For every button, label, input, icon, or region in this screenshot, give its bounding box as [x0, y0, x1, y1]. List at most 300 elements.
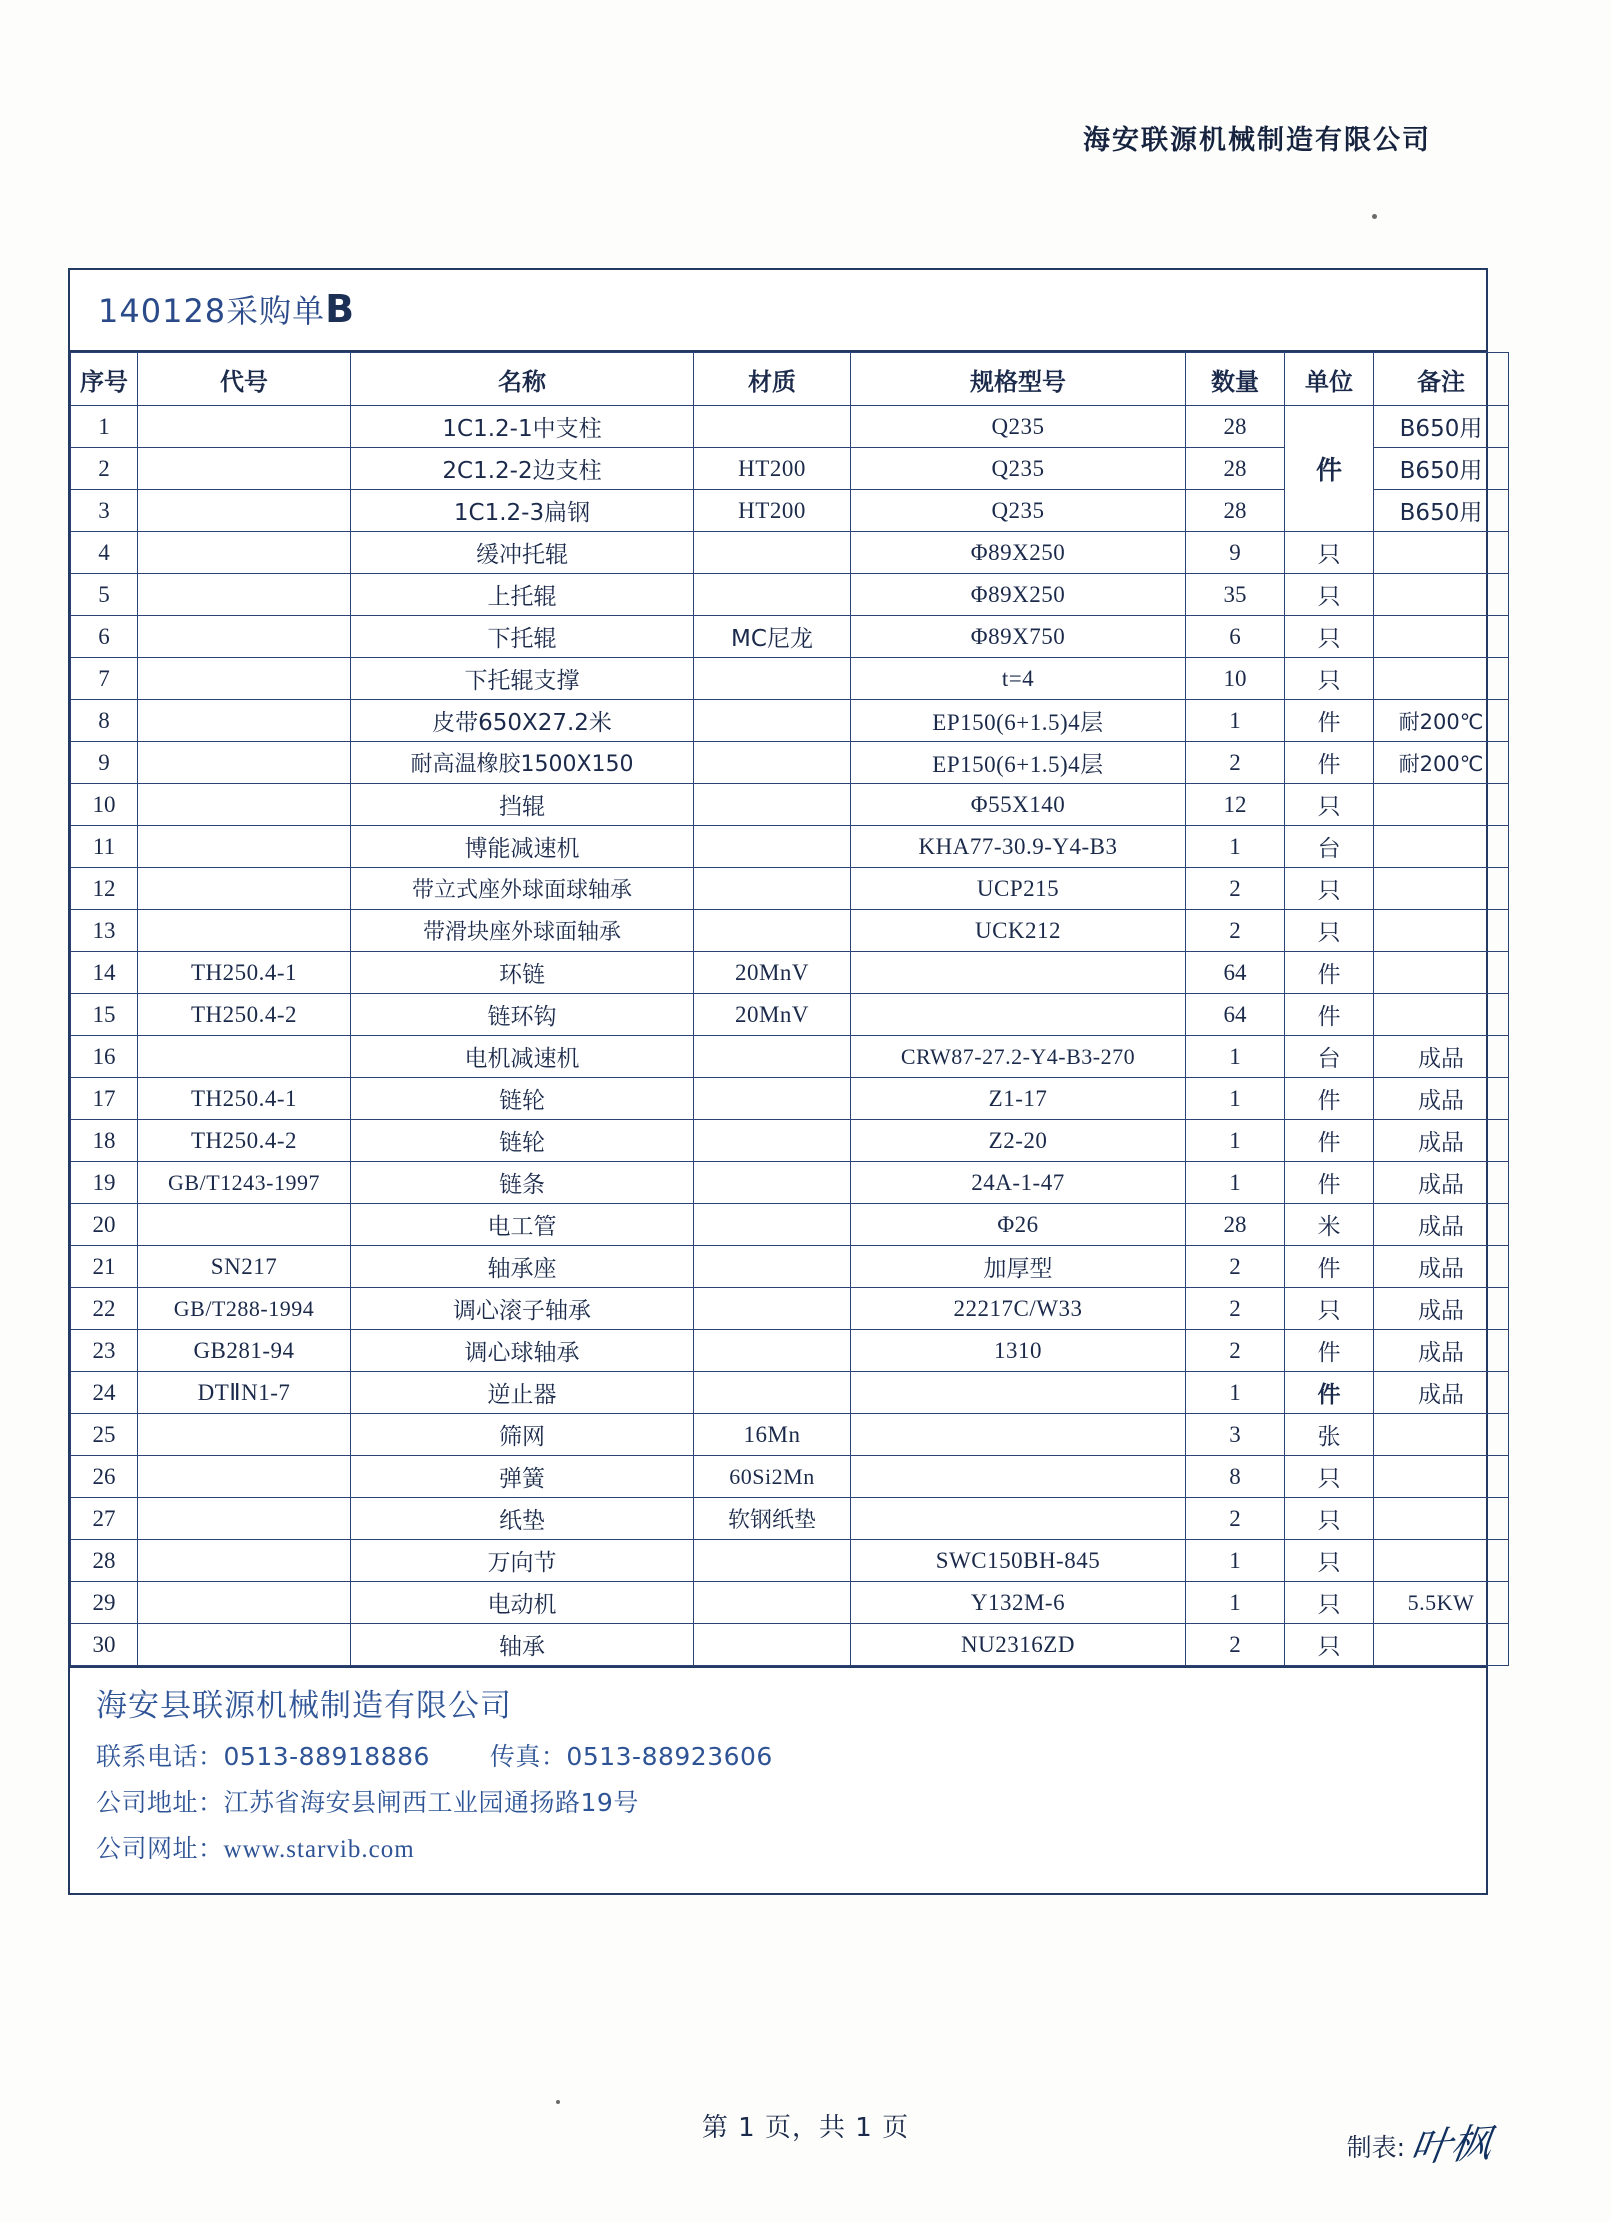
table-row: [71, 1498, 1509, 1540]
cell-unit: 件: [1285, 1330, 1374, 1372]
table-header-row: [71, 353, 1509, 406]
cell-code: [138, 448, 351, 490]
cell-no: 2: [71, 448, 138, 490]
cell-unit: 只: [1285, 1498, 1374, 1540]
cell-qty: 2: [1186, 1624, 1285, 1666]
cell-name: 万向节: [351, 1540, 694, 1582]
column-header-name: 名称: [351, 353, 694, 406]
cell-name: 纸垫: [351, 1498, 694, 1540]
cell-name: 挡辊: [351, 784, 694, 826]
cell-spec: SWC150BH-845: [851, 1540, 1186, 1582]
cell-note: 成品: [1374, 1330, 1509, 1372]
cell-spec: Q235: [851, 448, 1186, 490]
cell-qty: 2: [1186, 1498, 1285, 1540]
table-row: [71, 952, 1509, 994]
cell-qty: 10: [1186, 658, 1285, 700]
cell-note: 耐200℃: [1374, 700, 1509, 742]
table-row: [71, 1414, 1509, 1456]
cell-name: 轴承座: [351, 1246, 694, 1288]
cell-material: [694, 574, 851, 616]
cell-qty: 1: [1186, 1582, 1285, 1624]
cell-note: 成品: [1374, 1288, 1509, 1330]
cell-code: TH250.4-1: [138, 952, 351, 994]
cell-note: [1374, 1498, 1509, 1540]
cell-note: 成品: [1374, 1036, 1509, 1078]
cell-name: 下托辊: [351, 616, 694, 658]
cell-note: [1374, 1456, 1509, 1498]
cell-no: 17: [71, 1078, 138, 1120]
cell-code: [138, 1498, 351, 1540]
cell-no: 7: [71, 658, 138, 700]
cell-name: 链轮: [351, 1078, 694, 1120]
cell-qty: 3: [1186, 1414, 1285, 1456]
cell-material: [694, 1330, 851, 1372]
cell-unit: 件: [1285, 742, 1374, 784]
cell-qty: 1: [1186, 700, 1285, 742]
table-row: [71, 1624, 1509, 1666]
cell-name: 上托辊: [351, 574, 694, 616]
cell-material: [694, 1624, 851, 1666]
cell-note: [1374, 826, 1509, 868]
table-row: [71, 406, 1509, 448]
page-number: 第 1 页，共 1 页: [701, 2113, 910, 2143]
cell-qty: 2: [1186, 1330, 1285, 1372]
cell-no: 9: [71, 742, 138, 784]
cell-qty: 1: [1186, 1078, 1285, 1120]
cell-spec: Φ89X750: [851, 616, 1186, 658]
phone-value: 0513-88918886: [223, 1742, 430, 1771]
cell-material: HT200: [694, 448, 851, 490]
cell-unit: 只: [1285, 1624, 1374, 1666]
table-row: [71, 784, 1509, 826]
cell-material: [694, 1036, 851, 1078]
cell-note: [1374, 868, 1509, 910]
cell-no: 12: [71, 868, 138, 910]
cell-code: [138, 1456, 351, 1498]
cell-no: 21: [71, 1246, 138, 1288]
cell-material: [694, 784, 851, 826]
cell-unit: 件: [1285, 700, 1374, 742]
table-row: [71, 1078, 1509, 1120]
cell-no: 28: [71, 1540, 138, 1582]
cell-spec: NU2316ZD: [851, 1624, 1186, 1666]
cell-name: 电机减速机: [351, 1036, 694, 1078]
footer-contact-line: [96, 1737, 1486, 1773]
cell-name: 链条: [351, 1162, 694, 1204]
cell-qty: 64: [1186, 952, 1285, 994]
cell-qty: 12: [1186, 784, 1285, 826]
cell-code: [138, 1582, 351, 1624]
cell-name: 链轮: [351, 1120, 694, 1162]
cell-spec: Q235: [851, 490, 1186, 532]
cell-note: [1374, 784, 1509, 826]
cell-material: [694, 742, 851, 784]
cell-no: 18: [71, 1120, 138, 1162]
column-header-note: 备注: [1374, 353, 1509, 406]
table-row: [71, 994, 1509, 1036]
cell-unit: 件: [1285, 1078, 1374, 1120]
cell-name: 调心球轴承: [351, 1330, 694, 1372]
cell-no: 30: [71, 1624, 138, 1666]
cell-no: 3: [71, 490, 138, 532]
cell-code: DTⅡN1-7: [138, 1372, 351, 1414]
cell-no: 15: [71, 994, 138, 1036]
cell-spec: t=4: [851, 658, 1186, 700]
cell-unit: 件: [1285, 1246, 1374, 1288]
cell-no: 16: [71, 1036, 138, 1078]
table-row: [71, 910, 1509, 952]
fax-value: 0513-88923606: [566, 1742, 773, 1771]
cell-qty: 28: [1186, 448, 1285, 490]
cell-spec: Φ89X250: [851, 574, 1186, 616]
cell-spec: CRW87-27.2-Y4-B3-270: [851, 1036, 1186, 1078]
footer-company-name: 海安县联源机械制造有限公司: [96, 1688, 512, 1724]
cell-qty: 1: [1186, 1372, 1285, 1414]
cell-no: 4: [71, 532, 138, 574]
cell-material: [694, 1204, 851, 1246]
cell-material: [694, 1246, 851, 1288]
cell-material: [694, 910, 851, 952]
cell-spec: EP150(6+1.5)4层: [851, 742, 1186, 784]
table-row: [71, 700, 1509, 742]
cell-code: [138, 532, 351, 574]
column-header-qty: 数量: [1186, 353, 1285, 406]
cell-note: 成品: [1374, 1078, 1509, 1120]
cell-qty: 2: [1186, 910, 1285, 952]
cell-unit: 只: [1285, 1540, 1374, 1582]
cell-note: 成品: [1374, 1162, 1509, 1204]
cell-note: 5.5KW: [1374, 1582, 1509, 1624]
column-header-spec: 规格型号: [851, 353, 1186, 406]
cell-unit: 件: [1285, 1372, 1374, 1414]
cell-no: 1: [71, 406, 138, 448]
cell-note: B650用: [1374, 448, 1509, 490]
cell-unit: 台: [1285, 826, 1374, 868]
cell-name: 缓冲托辊: [351, 532, 694, 574]
cell-spec: [851, 952, 1186, 994]
table-row: [71, 1540, 1509, 1582]
cell-code: [138, 742, 351, 784]
cell-spec: Y132M-6: [851, 1582, 1186, 1624]
table-row: [71, 1288, 1509, 1330]
cell-note: 成品: [1374, 1120, 1509, 1162]
cell-spec: EP150(6+1.5)4层: [851, 700, 1186, 742]
cell-name: 1C1.2-3扁钢: [351, 490, 694, 532]
cell-unit: 只: [1285, 532, 1374, 574]
cell-material: [694, 1078, 851, 1120]
cell-spec: UCP215: [851, 868, 1186, 910]
cell-spec: Q235: [851, 406, 1186, 448]
cell-material: HT200: [694, 490, 851, 532]
footer-address-line: [96, 1783, 1486, 1819]
cell-qty: 2: [1186, 742, 1285, 784]
cell-no: 14: [71, 952, 138, 994]
cell-qty: 1: [1186, 826, 1285, 868]
cell-material: 60Si2Mn: [694, 1456, 851, 1498]
cell-code: TH250.4-1: [138, 1078, 351, 1120]
cell-code: [138, 616, 351, 658]
cell-unit: 只: [1285, 1456, 1374, 1498]
cell-material: [694, 1372, 851, 1414]
cell-code: [138, 406, 351, 448]
cell-code: [138, 1414, 351, 1456]
cell-spec: UCK212: [851, 910, 1186, 952]
cell-qty: 1: [1186, 1162, 1285, 1204]
cell-unit: 只: [1285, 910, 1374, 952]
cell-name: 弹簧: [351, 1456, 694, 1498]
cell-code: [138, 574, 351, 616]
cell-name: 下托辊支撑: [351, 658, 694, 700]
cell-code: [138, 784, 351, 826]
cell-unit: 只: [1285, 868, 1374, 910]
table-row: [71, 1330, 1509, 1372]
table-row: [71, 1036, 1509, 1078]
cell-note: 耐200℃: [1374, 742, 1509, 784]
scan-artifact-dot-3: [556, 2100, 560, 2104]
cell-code: [138, 658, 351, 700]
address-value: 江苏省海安县闸西工业园通扬路19号: [223, 1788, 639, 1817]
cell-code: [138, 1204, 351, 1246]
cell-qty: 28: [1186, 490, 1285, 532]
table-row: [71, 1582, 1509, 1624]
cell-material: [694, 1540, 851, 1582]
cell-name: 链环钩: [351, 994, 694, 1036]
handwritten-signature: 叶枫: [1407, 2120, 1495, 2172]
table-row: [71, 574, 1509, 616]
cell-name: 电工管: [351, 1204, 694, 1246]
cell-code: TH250.4-2: [138, 1120, 351, 1162]
cell-no: 5: [71, 574, 138, 616]
cell-material: [694, 1288, 851, 1330]
prepared-by-block: [1346, 2120, 1495, 2172]
cell-no: 24: [71, 1372, 138, 1414]
items-table: [70, 352, 1509, 1666]
cell-no: 25: [71, 1414, 138, 1456]
cell-qty: 2: [1186, 868, 1285, 910]
cell-unit: 只: [1285, 1288, 1374, 1330]
cell-unit: 件: [1285, 952, 1374, 994]
cell-unit-merged: 件: [1285, 406, 1374, 532]
cell-code: GB/T288-1994: [138, 1288, 351, 1330]
cell-qty: 1: [1186, 1120, 1285, 1162]
cell-no: 8: [71, 700, 138, 742]
scan-artifact-dot-1: [1372, 214, 1377, 219]
cell-qty: 28: [1186, 406, 1285, 448]
cell-code: TH250.4-2: [138, 994, 351, 1036]
cell-name: 带滑块座外球面轴承: [351, 910, 694, 952]
company-footer: [70, 1666, 1486, 1893]
cell-unit: 只: [1285, 1582, 1374, 1624]
cell-no: 23: [71, 1330, 138, 1372]
cell-unit: 只: [1285, 784, 1374, 826]
table-row: [71, 1246, 1509, 1288]
cell-code: [138, 868, 351, 910]
phone-label: 联系电话：: [96, 1742, 224, 1771]
cell-note: [1374, 1414, 1509, 1456]
cell-spec: Φ55X140: [851, 784, 1186, 826]
document-title: [70, 270, 1486, 352]
address-label: 公司地址：: [96, 1788, 224, 1817]
cell-material: [694, 826, 851, 868]
cell-note: 成品: [1374, 1204, 1509, 1246]
column-header-material: 材质: [694, 353, 851, 406]
cell-name: 2C1.2-2边支柱: [351, 448, 694, 490]
cell-no: 6: [71, 616, 138, 658]
cell-unit: 只: [1285, 616, 1374, 658]
cell-no: 19: [71, 1162, 138, 1204]
cell-note: [1374, 910, 1509, 952]
cell-spec: [851, 1498, 1186, 1540]
cell-note: [1374, 532, 1509, 574]
cell-spec: 1310: [851, 1330, 1186, 1372]
cell-material: [694, 406, 851, 448]
cell-unit: 只: [1285, 574, 1374, 616]
cell-code: [138, 1036, 351, 1078]
cell-spec: [851, 994, 1186, 1036]
cell-qty: 28: [1186, 1204, 1285, 1246]
cell-no: 20: [71, 1204, 138, 1246]
cell-spec: Φ89X250: [851, 532, 1186, 574]
cell-unit: 件: [1285, 1162, 1374, 1204]
cell-material: [694, 532, 851, 574]
column-header-unit: 单位: [1285, 353, 1374, 406]
cell-name: 轴承: [351, 1624, 694, 1666]
cell-spec: 加厚型: [851, 1246, 1186, 1288]
cell-name: 筛网: [351, 1414, 694, 1456]
cell-note: [1374, 1540, 1509, 1582]
cell-name: 电动机: [351, 1582, 694, 1624]
cell-material: 软钢纸垫: [694, 1498, 851, 1540]
table-row: [71, 1120, 1509, 1162]
cell-qty: 6: [1186, 616, 1285, 658]
column-header-no: 序号: [71, 353, 138, 406]
cell-name: 耐高温橡胶1500X150: [351, 742, 694, 784]
table-row: [71, 616, 1509, 658]
cell-spec: [851, 1456, 1186, 1498]
table-row: [71, 826, 1509, 868]
cell-no: 22: [71, 1288, 138, 1330]
cell-note: 成品: [1374, 1246, 1509, 1288]
table-row: [71, 1372, 1509, 1414]
cell-unit: 只: [1285, 658, 1374, 700]
cell-note: [1374, 658, 1509, 700]
cell-qty: 64: [1186, 994, 1285, 1036]
cell-spec: Φ26: [851, 1204, 1186, 1246]
website-value[interactable]: www.starvib.com: [223, 1836, 415, 1863]
table-row: [71, 868, 1509, 910]
document-title-suffix: B: [325, 287, 356, 331]
cell-code: [138, 1540, 351, 1582]
prepared-by-label: 制表:: [1346, 2133, 1405, 2162]
cell-no: 27: [71, 1498, 138, 1540]
cell-no: 26: [71, 1456, 138, 1498]
cell-code: [138, 910, 351, 952]
cell-unit: 台: [1285, 1036, 1374, 1078]
cell-material: 20MnV: [694, 952, 851, 994]
cell-material: [694, 868, 851, 910]
cell-spec: KHA77-30.9-Y4-B3: [851, 826, 1186, 868]
cell-material: [694, 700, 851, 742]
cell-spec: [851, 1372, 1186, 1414]
company-header: 海安联源机械制造有限公司: [1083, 125, 1431, 156]
cell-spec: Z1-17: [851, 1078, 1186, 1120]
table-row: [71, 532, 1509, 574]
cell-name: 带立式座外球面球轴承: [351, 868, 694, 910]
cell-spec: 22217C/W33: [851, 1288, 1186, 1330]
cell-spec: Z2-20: [851, 1120, 1186, 1162]
cell-note: B650用: [1374, 406, 1509, 448]
cell-no: 10: [71, 784, 138, 826]
cell-unit: 张: [1285, 1414, 1374, 1456]
document-title-text: 140128采购单: [98, 292, 326, 330]
cell-no: 13: [71, 910, 138, 952]
website-label: 公司网址：: [96, 1834, 224, 1863]
column-header-code: 代号: [138, 353, 351, 406]
cell-code: GB281-94: [138, 1330, 351, 1372]
table-row: [71, 1162, 1509, 1204]
table-row: [71, 1456, 1509, 1498]
cell-unit: 米: [1285, 1204, 1374, 1246]
cell-note: 成品: [1374, 1372, 1509, 1414]
cell-unit: 件: [1285, 994, 1374, 1036]
cell-code: [138, 826, 351, 868]
cell-note: B650用: [1374, 490, 1509, 532]
cell-material: [694, 658, 851, 700]
cell-unit: 件: [1285, 1120, 1374, 1162]
purchase-order-frame: [68, 268, 1488, 1895]
cell-qty: 1: [1186, 1540, 1285, 1582]
cell-name: 逆止器: [351, 1372, 694, 1414]
fax-label: 传真：: [489, 1742, 567, 1771]
cell-material: 16Mn: [694, 1414, 851, 1456]
cell-spec: [851, 1414, 1186, 1456]
cell-name: 皮带650X27.2米: [351, 700, 694, 742]
cell-note: [1374, 994, 1509, 1036]
cell-qty: 2: [1186, 1288, 1285, 1330]
cell-code: SN217: [138, 1246, 351, 1288]
cell-code: [138, 700, 351, 742]
table-row: [71, 658, 1509, 700]
cell-material: [694, 1162, 851, 1204]
table-row: [71, 1204, 1509, 1246]
cell-name: 博能减速机: [351, 826, 694, 868]
cell-note: [1374, 574, 1509, 616]
cell-name: 调心滚子轴承: [351, 1288, 694, 1330]
cell-note: [1374, 1624, 1509, 1666]
cell-material: MC尼龙: [694, 616, 851, 658]
cell-note: [1374, 952, 1509, 994]
cell-code: [138, 1624, 351, 1666]
cell-qty: 35: [1186, 574, 1285, 616]
footer-website-line: [96, 1829, 1486, 1865]
cell-material: [694, 1120, 851, 1162]
cell-spec: 24A-1-47: [851, 1162, 1186, 1204]
cell-material: 20MnV: [694, 994, 851, 1036]
table-row: [71, 742, 1509, 784]
cell-material: [694, 1582, 851, 1624]
cell-no: 11: [71, 826, 138, 868]
cell-code: [138, 490, 351, 532]
cell-qty: 1: [1186, 1036, 1285, 1078]
cell-no: 29: [71, 1582, 138, 1624]
cell-name: 环链: [351, 952, 694, 994]
cell-qty: 2: [1186, 1246, 1285, 1288]
cell-name: 1C1.2-1中支柱: [351, 406, 694, 448]
cell-code: GB/T1243-1997: [138, 1162, 351, 1204]
cell-note: [1374, 616, 1509, 658]
cell-qty: 9: [1186, 532, 1285, 574]
cell-qty: 8: [1186, 1456, 1285, 1498]
